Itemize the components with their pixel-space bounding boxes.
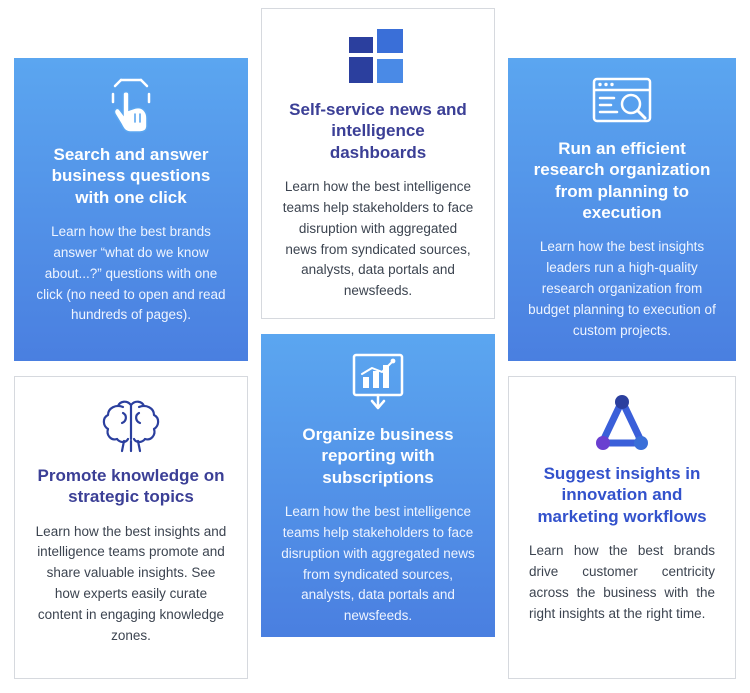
card-title: Search and answer business questions with one click	[51, 145, 211, 207]
card-title: Run an efficient research organization from planning to execution	[533, 139, 711, 222]
browser-search-icon	[528, 76, 716, 128]
card-body: Learn how the best intelligence teams help stakeholders to face disruption with aggregated news from syndicated sources, analysts, data portals and newsfeeds.	[281, 503, 475, 624]
card-promote-knowledge[interactable]	[14, 376, 248, 679]
card-suggest-insights[interactable]	[508, 376, 736, 679]
card-title: Promote knowledge on strategic topics	[37, 466, 225, 507]
card-research-organization[interactable]	[508, 58, 736, 361]
brain-icon	[35, 395, 227, 455]
card-business-reporting[interactable]	[261, 334, 495, 637]
cursor-click-icon	[34, 76, 228, 134]
network-node-icon	[529, 395, 715, 453]
card-body: Learn how the best insights leaders run a high-quality research organization from budget planning to execution of custom projects.	[528, 239, 716, 338]
card-title: Organize business reporting with subscriptions	[302, 425, 454, 487]
card-body: Learn how the best insights and intelligence teams promote and share valuable insights. See how experts easily curate content in engaging knowledge zones.	[35, 523, 227, 644]
dashboard-squares-icon	[282, 27, 474, 89]
card-body: Learn how the best intelligence teams help stakeholders to face disruption with aggregated news from syndicated sources, analysts, data portals and newsfeeds.	[282, 178, 474, 299]
chart-report-icon	[281, 352, 475, 414]
card-search-and-answer[interactable]	[14, 58, 248, 361]
card-self-service-dashboards[interactable]	[261, 8, 495, 319]
card-title: Self-service news and intelligence dashboards	[289, 100, 467, 162]
card-body: Learn how the best brands drive customer centricity across the business with the right insights at the right time.	[529, 542, 715, 621]
card-body: Learn how the best brands answer “what do we know about...?” questions with one click (no need to open and read hundreds of pages).	[36, 223, 226, 323]
card-title: Suggest insights in innovation and marketing workflows	[537, 464, 707, 526]
